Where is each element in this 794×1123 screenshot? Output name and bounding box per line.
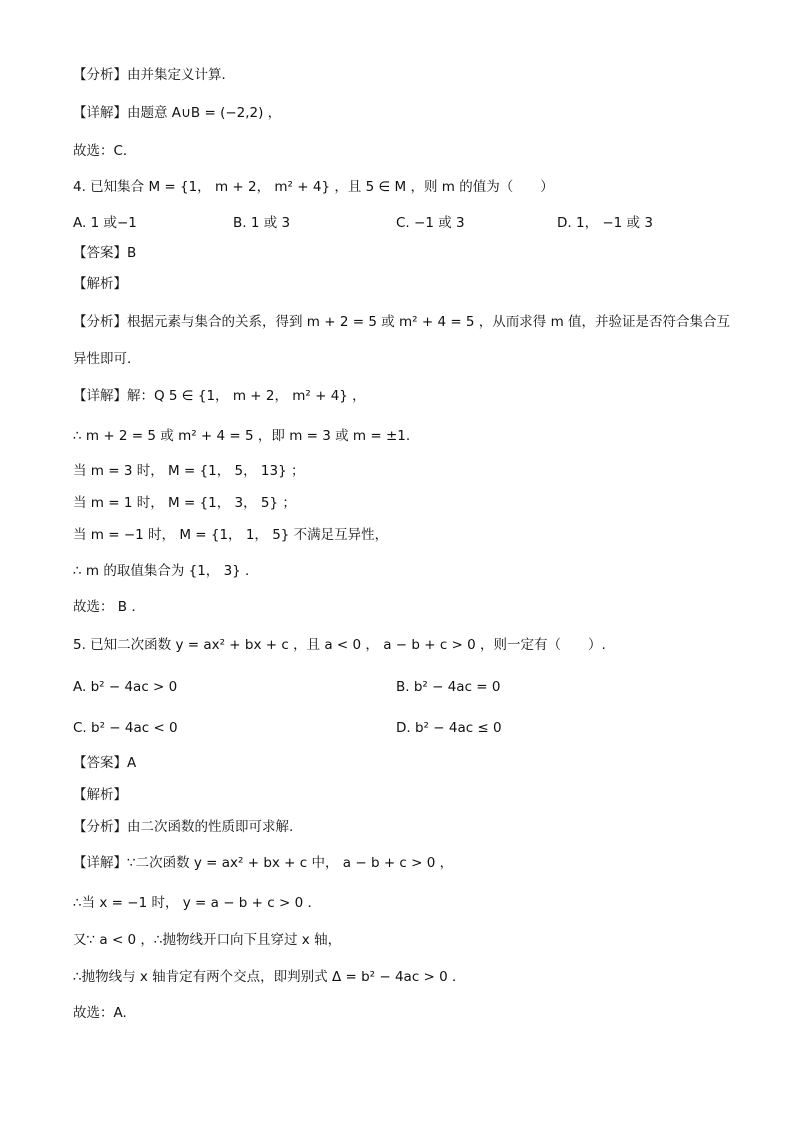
q5-question-line: 5. 已知二次函数 y = ax² + bx + c ，且 a < 0 ， a − b + c > 0 ，则一定有（ ）. — [73, 637, 606, 653]
q5-solution-line-3: 又∵ a < 0 ，∴抛物线开口向下且穿过 x 轴， — [73, 932, 342, 948]
q5-answer-choice-line: 故选：A. — [73, 1005, 127, 1021]
q5-option-c: C. b² − 4ac < 0 — [73, 720, 178, 736]
q4-option-c: C. −1 或 3 — [396, 215, 465, 231]
q4-solution-line-1: 【详解】解：Q 5 ∈ {1， m + 2， m² + 4} ， — [73, 388, 366, 404]
q4-option-a: A. 1 或−1 — [73, 215, 137, 231]
q5-option-b: B. b² − 4ac = 0 — [396, 679, 501, 695]
q5-option-a: A. b² − 4ac > 0 — [73, 679, 178, 695]
q4-solution-case-neg1: 当 m = −1 时， M = {1， 1， 5} 不满足互异性， — [73, 527, 389, 543]
q4-answer-line: 【答案】B — [73, 245, 137, 261]
q4-solution-conclusion: ∴ m 的取值集合为 {1， 3} . — [73, 563, 250, 579]
q4-option-b: B. 1 或 3 — [233, 215, 291, 231]
q4-solution-case-3: 当 m = 3 时， M = {1， 5， 13} ； — [73, 463, 305, 479]
q4-solution-line-2: ∴ m + 2 = 5 或 m² + 4 = 5 ，即 m = 3 或 m = ±1. — [73, 428, 411, 444]
q3-analysis-line: 【分析】由并集定义计算． — [73, 67, 235, 83]
q5-analysis-line: 【分析】由二次函数的性质即可求解. — [73, 819, 294, 835]
q4-explanation-heading: 【解析】 — [73, 276, 127, 292]
q5-answer-line: 【答案】A — [73, 755, 137, 771]
q4-analysis-line-2: 异性即可． — [73, 351, 141, 367]
q5-solution-line-2: ∴当 x = −1 时， y = a − b + c > 0 ． — [73, 895, 321, 911]
q5-option-d: D. b² − 4ac ≤ 0 — [396, 720, 502, 736]
q5-solution-line-1: 【详解】∵二次函数 y = ax² + bx + c 中， a − b + c > 0 ， — [73, 855, 454, 871]
q4-solution-case-1: 当 m = 1 时， M = {1， 3， 5} ； — [73, 495, 296, 511]
q4-question-line: 4. 已知集合 M = {1， m + 2， m² + 4} ，且 5 ∈ M ，则 m 的值为（ ） — [73, 179, 554, 195]
q5-solution-line-4: ∴抛物线与 x 轴肯定有两个交点，即判别式 Δ = b² − 4ac > 0 ． — [73, 969, 466, 985]
q4-analysis-line-1: 【分析】根据元素与集合的关系，得到 m + 2 = 5 或 m² + 4 = 5 ，从而求得 m 值，并验证是否符合集合互 — [73, 314, 731, 330]
q3-solution-line: 【详解】由题意 A∪B = (−2,2) ， — [73, 105, 282, 121]
q3-answer-choice-line: 故选：C． — [73, 143, 137, 159]
q4-option-d: D. 1， −1 或 3 — [557, 215, 653, 231]
q5-explanation-heading: 【解析】 — [73, 787, 127, 803]
q4-answer-choice-line: 故选： B . — [73, 599, 136, 615]
